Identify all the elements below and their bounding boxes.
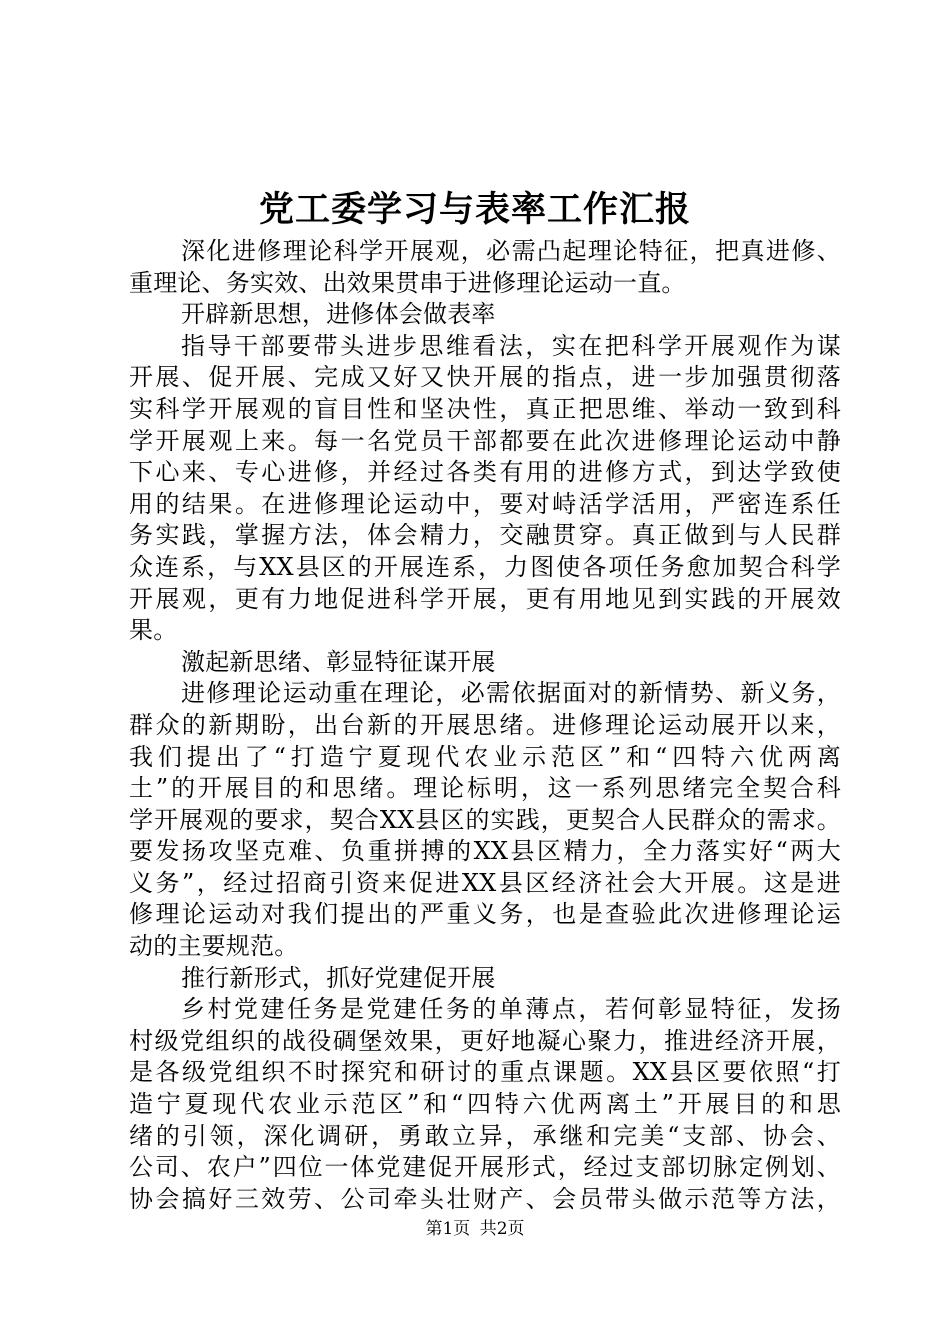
text-line: 学开展观上来。每一名党员干部都要在此次进修理论运动中静 <box>129 426 841 455</box>
text-line: 动的主要规范。 <box>129 932 299 961</box>
text-line: 深化进修理论科学开展观，必需凸起理论特征，把真进修、 <box>181 237 841 265</box>
page-total: 共2页 <box>479 1219 525 1239</box>
text-line: 推行新形式，抓好党建促开展 <box>181 963 496 992</box>
text-line: 学开展观的要求，契合XX县区的实践，更契合人民群众的需求。 <box>129 805 841 834</box>
text-line: 乡村党建任务是党建任务的单薄点，若何彰显特征，发扬 <box>181 995 841 1024</box>
text-line: 务实践，掌握方法，体会精力，交融贯穿。真正做到与人民群 <box>129 521 841 550</box>
page-footer <box>0 1217 950 1241</box>
text-line: 指导干部要带头进步思维看法，实在把科学开展观作为谋 <box>181 331 841 360</box>
text-line: 绪的引领，深化调研，勇敢立异，承继和完美“支部、协会、 <box>129 1121 841 1150</box>
text-line: 重理论、务实效、出效果贯串于进修理论运动一直。 <box>129 268 686 297</box>
text-line: 我们提出了“打造宁夏现代农业示范区”和“四特六优两离 <box>129 742 841 771</box>
text-line: 土”的开展目的和思绪。理论标明，这一系列思绪完全契合科 <box>129 774 841 803</box>
document-title: 党工委学习与表率工作汇报 <box>258 189 691 230</box>
text-line: 用的结果。在进修理论运动中，要对峙活学活用，严密连系任 <box>129 489 841 518</box>
text-line: 进修理论运动重在理论，必需依据面对的新情势、新义务， <box>181 679 841 708</box>
text-line: 要发扬攻坚克难、负重拼搏的XX县区精力，全力落实好“两大 <box>129 837 841 866</box>
text-line: 群众的新期盼，出台新的开展思绪。进修理论运动展开以来， <box>129 710 841 739</box>
text-line: 众连系，与XX县区的开展连系，力图使各项任务愈加契合科学 <box>129 552 841 581</box>
page-number: 第1页 <box>425 1219 471 1239</box>
text-line: 是各级党组织不时探究和研讨的重点课题。XX县区要依照“打 <box>129 1058 841 1087</box>
document-body <box>129 236 841 1215</box>
text-line: 开展、促开展、完成又好又快开展的指点，进一步加强贯彻落 <box>129 363 841 392</box>
text-line: 协会搞好三效劳、公司牵头壮财产、会员带头做示范等方法， <box>129 1184 841 1213</box>
text-line: 村级党组织的战役碉堡效果，更好地凝心聚力，推进经济开展， <box>129 1026 841 1055</box>
text-line: 激起新思绪、彰显特征谋开展 <box>181 647 496 676</box>
text-line: 造宁夏现代农业示范区”和“四特六优两离土”开展目的和思 <box>129 1090 841 1119</box>
text-line: 实科学开展观的盲目性和坚决性，真正把思维、举动一致到科 <box>129 394 841 423</box>
text-line: 公司、农户”四位一体党建促开展形式，经过支部切脉定例划、 <box>129 1153 841 1182</box>
text-line: 修理论运动对我们提出的严重义务，也是查验此次进修理论运 <box>129 900 841 929</box>
text-line: 义务”，经过招商引资来促进XX县区经济社会大开展。这是进 <box>129 868 841 897</box>
text-line: 开辟新思想，进修体会做表率 <box>181 300 496 329</box>
text-line: 果。 <box>129 616 178 645</box>
text-line: 开展观，更有力地促进科学开展，更有用地见到实践的开展效 <box>129 584 841 613</box>
text-line: 下心来、专心进修，并经过各类有用的进修方式，到达学致使 <box>129 458 841 487</box>
